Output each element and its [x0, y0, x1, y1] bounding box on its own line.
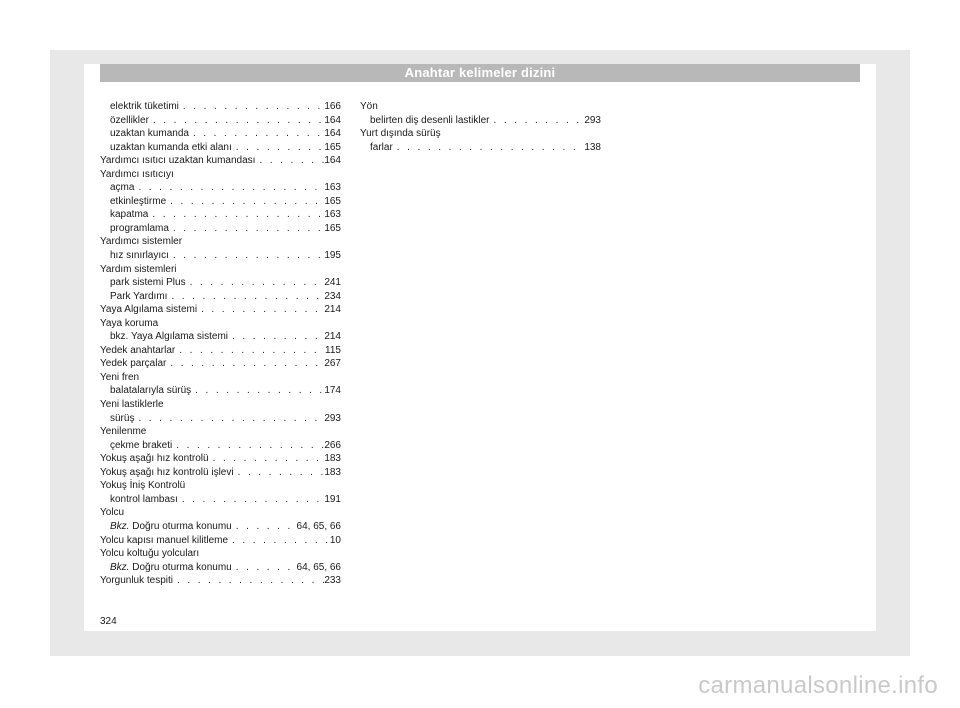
index-entry — [100, 425, 341, 439]
entry-page-number: 164 — [324, 155, 341, 167]
leader-dots — [166, 357, 324, 371]
index-entry — [100, 181, 341, 195]
leader-dots — [255, 154, 324, 168]
entry-page-number: 164 — [324, 114, 341, 126]
page-title: Anahtar kelimeler dizini — [404, 65, 556, 80]
entry-label: Doğru oturma konumu — [129, 520, 232, 532]
entry-label: kapatma — [110, 209, 149, 221]
entry-label: kontrol lambası — [110, 493, 178, 505]
entry-label: Park Yardımı — [110, 290, 168, 302]
leader-dots — [191, 384, 324, 398]
entry-page-number: 115 — [325, 344, 341, 356]
entry-page-number: 164 — [324, 128, 341, 140]
index-entry — [100, 506, 341, 520]
index-entry — [100, 534, 341, 548]
index-entry — [100, 100, 341, 114]
entry-see-prefix: Bkz. — [110, 561, 130, 573]
leader-dots — [393, 141, 585, 155]
index-entry — [100, 195, 341, 209]
index-entry — [100, 371, 341, 385]
entry-label: uzaktan kumanda etki alanı — [110, 141, 232, 153]
entry-page-number: 233 — [324, 575, 341, 587]
page-number: 324 — [100, 616, 117, 627]
index-entry — [100, 168, 341, 182]
leader-dots — [166, 195, 324, 209]
entry-label: Yedek anahtarlar — [100, 344, 176, 356]
index-entry — [100, 222, 341, 236]
index-column-right — [360, 100, 601, 154]
index-entry — [100, 344, 341, 358]
entry-label: Yolcu koltuğu yolcuları — [100, 548, 200, 560]
index-entry — [100, 574, 341, 588]
entry-label: Yurt dışında sürüş — [360, 128, 441, 140]
leader-dots — [197, 303, 324, 317]
entry-label: Yeni lastiklerle — [100, 399, 164, 411]
index-entry — [100, 384, 341, 398]
watermark: carmanualsonline.info — [698, 672, 938, 699]
entry-label: Yenilenme — [100, 426, 147, 438]
entry-label: etkinleştirme — [110, 195, 167, 207]
leader-dots — [490, 114, 585, 128]
index-entry — [100, 141, 341, 155]
leader-dots — [228, 534, 330, 548]
entry-label: Doğru oturma konumu — [129, 561, 232, 573]
index-entry — [100, 276, 341, 290]
index-entry — [100, 208, 341, 222]
entry-label: Yardımcı sistemler — [100, 236, 183, 248]
index-entry — [100, 466, 341, 480]
entry-page-number: 266 — [324, 439, 341, 451]
leader-dots — [232, 141, 325, 155]
entry-page-number: 165 — [324, 222, 341, 234]
entry-page-number: 174 — [324, 385, 341, 397]
leader-dots — [232, 520, 297, 534]
index-entry — [360, 114, 601, 128]
index-column-left — [100, 100, 341, 588]
leader-dots — [234, 466, 325, 480]
entry-label: hız sınırlayıcı — [110, 250, 169, 262]
entry-label: Yardımcı ısıtıcıyı — [100, 168, 174, 180]
entry-label: Yaya koruma — [100, 317, 159, 329]
index-entry — [100, 303, 341, 317]
entry-label: farlar — [370, 141, 393, 153]
entry-label: Yorgunluk tespiti — [100, 575, 174, 587]
index-entry — [100, 127, 341, 141]
index-entry — [360, 141, 601, 155]
index-entry — [100, 493, 341, 507]
index-entry — [360, 127, 601, 141]
index-entry — [100, 520, 341, 534]
index-entry — [100, 290, 341, 304]
index-entry — [100, 114, 341, 128]
index-entry — [100, 547, 341, 561]
index-entry — [100, 330, 341, 344]
entry-label: Yardım sistemleri — [100, 263, 177, 275]
leader-dots — [134, 412, 324, 426]
leader-dots — [134, 181, 324, 195]
index-entry — [100, 317, 341, 331]
index-entry — [100, 154, 341, 168]
entry-label: bkz. Yaya Algılama sistemi — [110, 331, 229, 343]
entry-label: belirten diş desenli lastikler — [370, 114, 490, 126]
entry-label: Yaya Algılama sistemi — [100, 304, 198, 316]
entry-page-number: 165 — [324, 195, 341, 207]
entry-label: Yokuş İniş Kontrolü — [100, 480, 186, 492]
entry-see-prefix: Bkz. — [110, 520, 130, 532]
entry-page-number: 214 — [324, 331, 341, 343]
entry-page-number: 165 — [324, 141, 341, 153]
leader-dots — [172, 439, 324, 453]
entry-page-number: 293 — [324, 412, 341, 424]
entry-label: balatalarıyla sürüş — [110, 385, 192, 397]
index-entry — [100, 235, 341, 249]
entry-label: programlama — [110, 222, 169, 234]
entry-label: uzaktan kumanda — [110, 128, 189, 140]
entry-page-number: 163 — [324, 209, 341, 221]
leader-dots — [148, 208, 324, 222]
entry-label: açma — [110, 182, 135, 194]
entry-label: özellikler — [110, 114, 149, 126]
leader-dots — [169, 249, 324, 263]
leader-dots — [189, 127, 324, 141]
entry-page-number: 183 — [324, 466, 341, 478]
leader-dots — [169, 222, 324, 236]
index-entry — [100, 398, 341, 412]
index-entry — [100, 412, 341, 426]
index-entry — [100, 561, 341, 575]
entry-label: Yön — [360, 101, 378, 112]
index-entry — [100, 357, 341, 371]
entry-page-number: 241 — [324, 277, 341, 289]
leader-dots — [173, 574, 324, 588]
leader-dots — [167, 290, 324, 304]
entry-page-number: 64, 65, 66 — [296, 561, 341, 573]
entry-label: sürüş — [110, 412, 135, 424]
entry-page-number: 183 — [324, 453, 341, 465]
leader-dots — [179, 100, 324, 114]
entry-label: park sistemi Plus — [110, 277, 186, 289]
entry-label: Yedek parçalar — [100, 358, 167, 370]
index-entry — [100, 263, 341, 277]
leader-dots — [186, 276, 325, 290]
entry-page-number: 166 — [324, 101, 341, 112]
entry-label: Yeni fren — [100, 371, 140, 383]
entry-page-number: 138 — [584, 141, 601, 153]
leader-dots — [175, 344, 325, 358]
index-entry — [100, 249, 341, 263]
entry-page-number: 234 — [324, 290, 341, 302]
entry-label: Yokuş aşağı hız kontrolü — [100, 453, 209, 465]
leader-dots — [178, 493, 325, 507]
entry-label: Yolcu — [100, 507, 125, 519]
entry-label: Yolcu kapısı manuel kilitleme — [100, 534, 229, 546]
index-entry — [100, 439, 341, 453]
entry-page-number: 214 — [324, 304, 341, 316]
entry-label: Yardımcı ısıtıcı uzaktan kumandası — [100, 155, 256, 167]
index-entry — [100, 452, 341, 466]
leader-dots — [228, 330, 324, 344]
entry-page-number: 267 — [324, 358, 341, 370]
leader-dots — [149, 114, 324, 128]
entry-page-number: 163 — [324, 182, 341, 194]
entry-page-number: 10 — [329, 534, 341, 546]
leader-dots — [209, 452, 325, 466]
entry-label: Yokuş aşağı hız kontrolü işlevi — [100, 466, 234, 478]
index-entry — [360, 100, 601, 114]
leader-dots — [232, 561, 297, 575]
entry-label: elektrik tüketimi — [110, 101, 179, 112]
index-entry — [100, 479, 341, 493]
entry-page-number: 195 — [324, 250, 341, 262]
entry-page-number: 293 — [584, 114, 601, 126]
entry-page-number: 191 — [324, 493, 341, 505]
entry-page-number: 64, 65, 66 — [296, 520, 341, 532]
entry-label: çekme braketi — [110, 439, 173, 451]
